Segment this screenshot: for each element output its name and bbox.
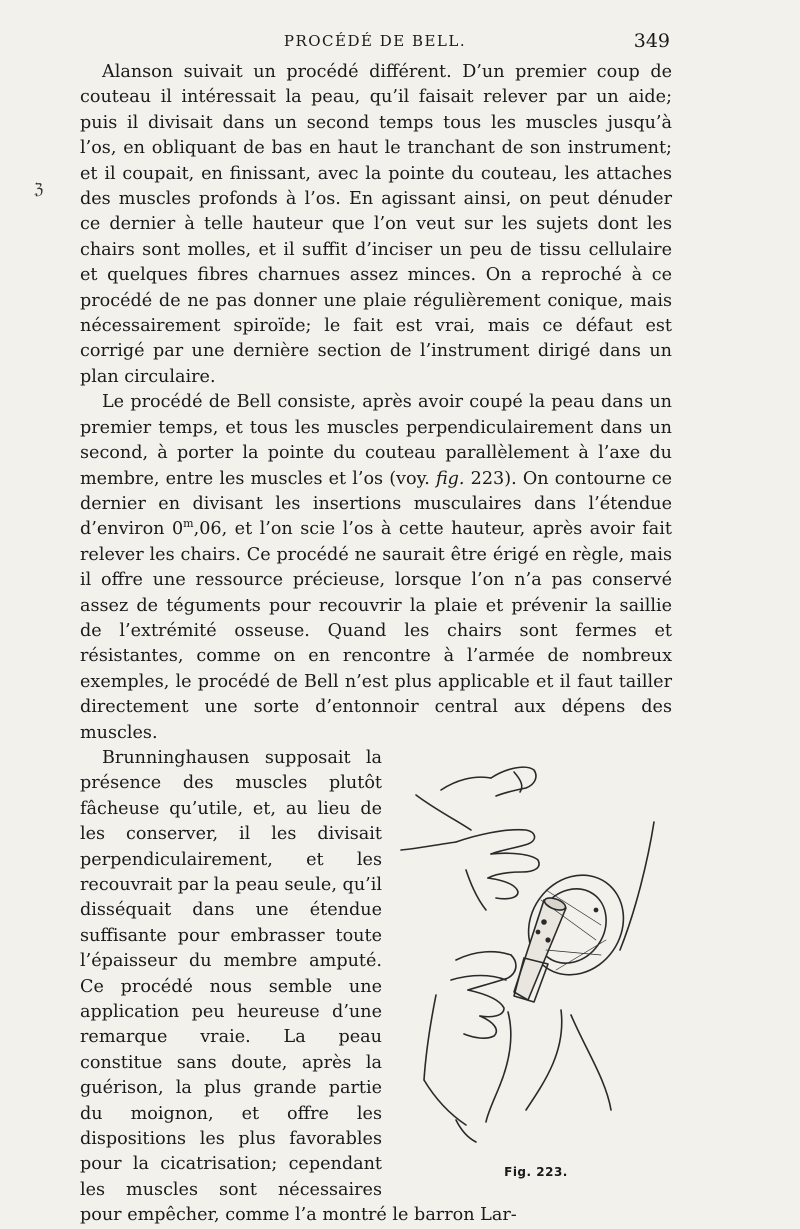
- amputation-illustration: [396, 750, 676, 1155]
- margin-mark: ℨ: [34, 180, 44, 198]
- paragraph-brunninghausen: Brunninghausen supposait la présence des muscles plutôt fâcheuse qu’utile, et, au lieu de les conserver, il les divisait perpendiculairement, et les recouvrait par la peau seule, qu’il disséquait dans une étendue suffisante pour embrasser toute l’épaisseur du membre amputé. Ce procédé nous semble une application peu heureuse d’une remarque vraie. La peau constitue sans doute, après la guérison, la plus grande partie du moignon, et offre les dispositions les plus favorables pour la cicatrisation; cependant les muscles sont nécessaires pour empêcher, comme l’a montré le barron Lar-: [80, 747, 517, 1226]
- running-head-title: PROCÉDÉ DE BELL.: [283, 32, 467, 50]
- page-number: 349: [633, 30, 670, 52]
- metre-unit-superscript: m: [183, 517, 194, 531]
- paragraph-bell: [80, 390, 672, 746]
- body-text: [80, 60, 672, 1229]
- paragraph-bell-part-a: Le procédé de Bell consiste, après avoir coupé la peau dans un premier temps, et tous les muscles perpendiculairement dans un second, à porter la pointe du couteau parallèlement à l’axe du membre, entre les muscles et l’os (voy.: [80, 392, 672, 489]
- paragraph-alanson: Alanson suivait un procédé différent. D’un premier coup de couteau il intéressait la peau, qu’il faisait relever par un aide; puis il divisait dans un second temps tous les muscles jusqu’à l’os, en obliquant de bas en haut le tranchant de son instrument; et il coupait, en finissant, avec la pointe du couteau, les attaches des muscles profonds à l’os. En agissant ainsi, on peut dénuder ce dernier à telle hauteur que l’on veut sur les sujets dont les chairs sont molles, et il suffit d’inciser un peu de tissu cellulaire et quelques fibres charnues assez minces. On a reproché à ce procédé de ne pas donner une plaie régulièrement conique, mais nécessairement spiroïde; le fait est vrai, mais ce défaut est corrigé par une dernière section de l’instrument dirigé dans un plan circulaire.: [80, 62, 672, 387]
- paragraph-bell-part-b: 223). On contourne ce dernier en divisant les insertions musculaires dans l’étendue d’environ 0: [80, 468, 673, 540]
- figure-223: [396, 750, 676, 1185]
- figure-caption: Fig. 223.: [504, 1164, 568, 1179]
- running-head: [80, 30, 670, 54]
- paragraph-bell-part-c: ,06, et l’on scie l’os à cette hauteur, après avoir fait relever les chairs. Ce procédé ne saurait être érigé en règle, mais il offre une ressource précieuse, lorsque l’on n’a pas conservé assez de téguments pour recouvrir la plaie et prévenir la saillie de l’extrémité osseuse. Quand les chairs sont fermes et résistantes, comme on en rencontre à l’armée de nombreux exemples, le procédé de Bell n’est plus applicable et il faut tailler directement une sorte d’entonnoir central aux dépens des muscles.: [80, 519, 672, 743]
- figure-reference: fig.: [435, 468, 465, 489]
